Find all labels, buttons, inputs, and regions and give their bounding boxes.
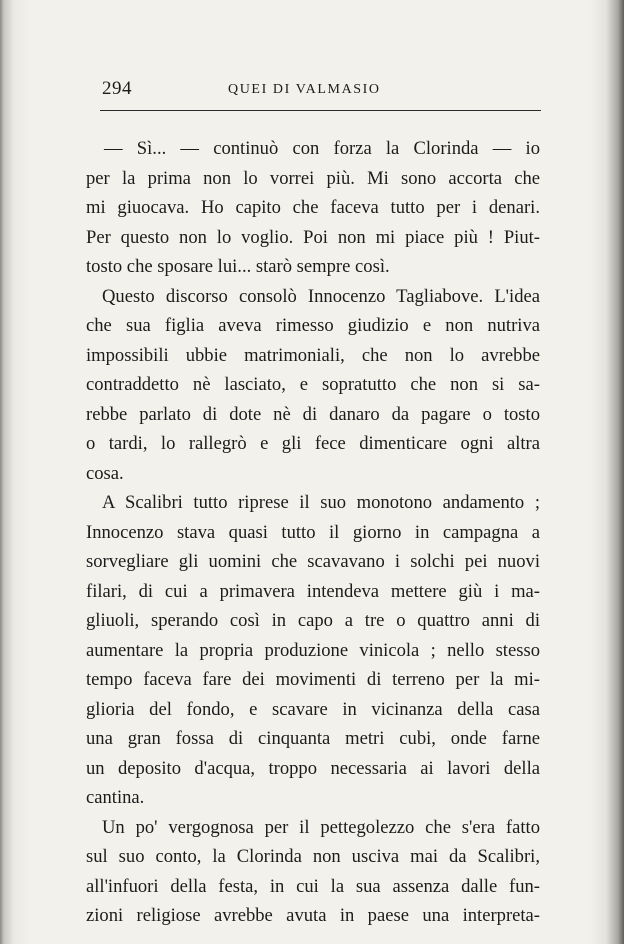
text-line: che sua figlia aveva rimesso giudizio e non nutriva [86,315,540,336]
text-line: una gran fossa di cinquanta metri cubi, onde farne [86,728,540,749]
text-line: cantina. [86,787,145,808]
text-line: cosa. [86,462,124,484]
text-line: Questo discorso consolò Innocenzo Tagliabove. L'idea [102,285,540,307]
text-line: impossibili ubbie matrimoniali, che non lo avrebbe [86,344,540,366]
text-line: rebbe parlato di dote nè di danaro da pagare o tosto [86,403,540,425]
text-line: o tardi, lo rallegrò e gli fece dimenticare ogni altra [86,433,540,454]
text-line: Per questo non lo voglio. Poi non mi piace più ! Piut- [86,226,540,248]
text-line: un deposito d'acqua, troppo necessaria ai lavori della [86,757,540,779]
text-line: contraddetto nè lasciato, e sopratutto che non si sa- [86,374,540,395]
text-line: glioria del fondo, e scavare in vicinanza della casa [86,698,540,720]
text-line: filari, di cui a primavera intendeva mettere giù i ma- [86,580,540,602]
text-line: Un po' vergognosa per il pettegolezzo che s'era fatto [102,816,540,838]
text-line: all'infuori della festa, in cui la sua assenza dalle fun- [86,875,540,897]
text-line: — Sì... — continuò con forza la Clorinda — io [104,138,540,159]
page-header [102,76,540,106]
text-line: sorvegliare gli uomini che scavavano i solchi pei nuovi [86,551,540,572]
text-line: mi giuocava. Ho capito che faceva tutto per i denari. [86,197,540,218]
text-line: tosto che sposare lui... starò sempre così. [86,256,390,277]
text-line: zioni religiose avrebbe avuta in paese una interpreta- [86,905,540,926]
text-line: per la prima non lo vorrei più. Mi sono accorta che [86,167,540,189]
running-title: QUEI DI VALMASIO [228,82,381,97]
text-line: A Scalibri tutto riprese il suo monotono andamento ; [102,492,540,513]
text-line: aumentare la propria produzione vinicola ; nello stesso [86,639,540,661]
text-line: gliuoli, sperando così in capo a tre o quattro anni di [86,610,540,631]
header-rule [100,110,541,111]
text-line: sul suo conto, la Clorinda non usciva mai da Scalibri, [86,846,540,867]
text-line: Innocenzo stava quasi tutto il giorno in campagna a [86,521,540,543]
text-line: tempo faceva fare dei movimenti di terreno per la mi- [86,669,540,690]
body-text [86,134,540,931]
page-number: 294 [102,78,132,99]
